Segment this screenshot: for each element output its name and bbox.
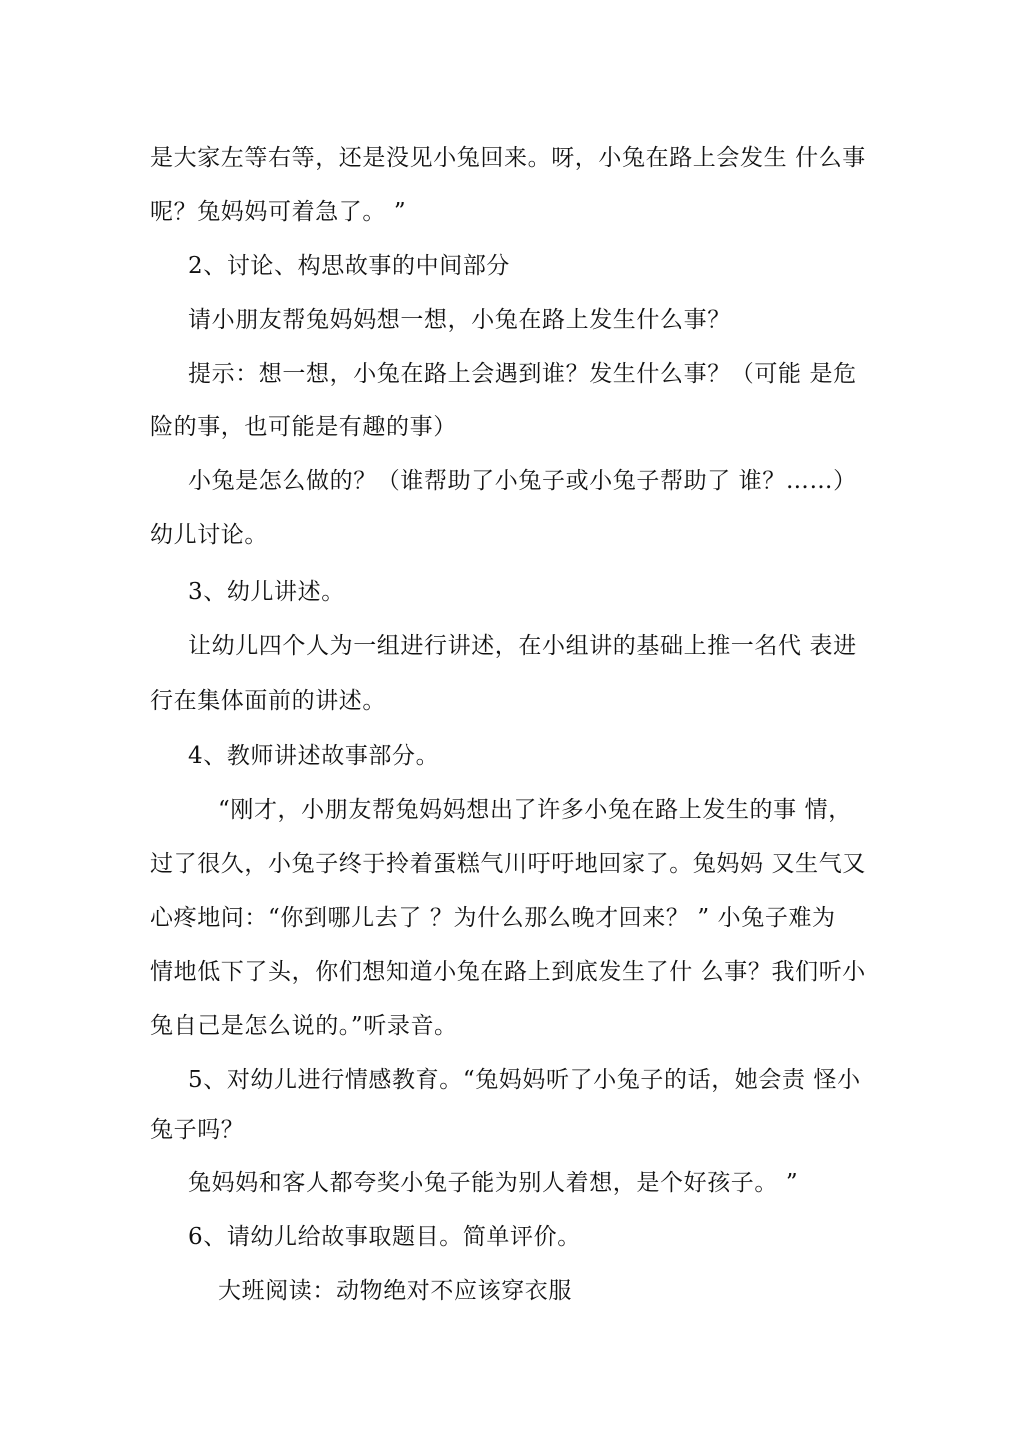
text-line: 行在集体面前的讲述。	[150, 688, 386, 714]
text-line: 心疼地问：“你到哪儿去了 ？为什么那么晚才回来？ ” 小兔子难为	[150, 905, 836, 931]
text-line: 小兔是怎么做的？（谁帮助了小兔子或小兔子帮助了 谁？……）	[188, 468, 857, 494]
section-heading: 6、请幼儿给故事取题目。简单评价。	[188, 1224, 581, 1250]
text-line: 情地低下了头，你们想知道小兔在路上到底发生了什 么事？我们听小	[150, 959, 866, 985]
text-line: 兔子吗？	[150, 1117, 245, 1143]
section-heading: 5、对幼儿进行情感教育。“兔妈妈听了小兔子的话，她会责 怪小	[188, 1067, 861, 1093]
reading-title: 大班阅读：动物绝对不应该穿衣服	[218, 1278, 572, 1304]
text-line: 兔妈妈和客人都夸奖小兔子能为别人着想，是个好孩子。 ”	[188, 1170, 799, 1196]
text-line: 过了很久，小兔子终于拎着蛋糕气川吁吁地回家了。兔妈妈 又生气又	[150, 851, 866, 877]
text-line: 险的事，也可能是有趣的事）	[150, 414, 457, 440]
section-heading: 4、教师讲述故事部分。	[188, 743, 440, 769]
text-line: 幼儿讨论。	[150, 522, 268, 548]
text-line: 呢？兔妈妈可着急了。 ”	[150, 199, 407, 225]
section-heading: 2、讨论、构思故事的中间部分	[188, 253, 511, 279]
section-heading: 3、幼儿讲述。	[188, 579, 345, 605]
text-line: 是大家左等右等，还是没见小兔回来。呀，小兔在路上会发生 什么事	[150, 145, 866, 171]
text-line: 提示：想一想，小兔在路上会遇到谁？发生什么事？（可能 是危	[188, 361, 857, 387]
text-line: 兔自己是怎么说的。”听录音。	[150, 1013, 458, 1039]
text-line: 让幼儿四个人为一组进行讲述，在小组讲的基础上推一名代 表进	[188, 633, 857, 659]
text-line: “刚才，小朋友帮兔妈妈想出了许多小兔在路上发生的事 情，	[218, 797, 852, 823]
text-line: 请小朋友帮兔妈妈想一想，小兔在路上发生什么事？	[188, 307, 731, 333]
